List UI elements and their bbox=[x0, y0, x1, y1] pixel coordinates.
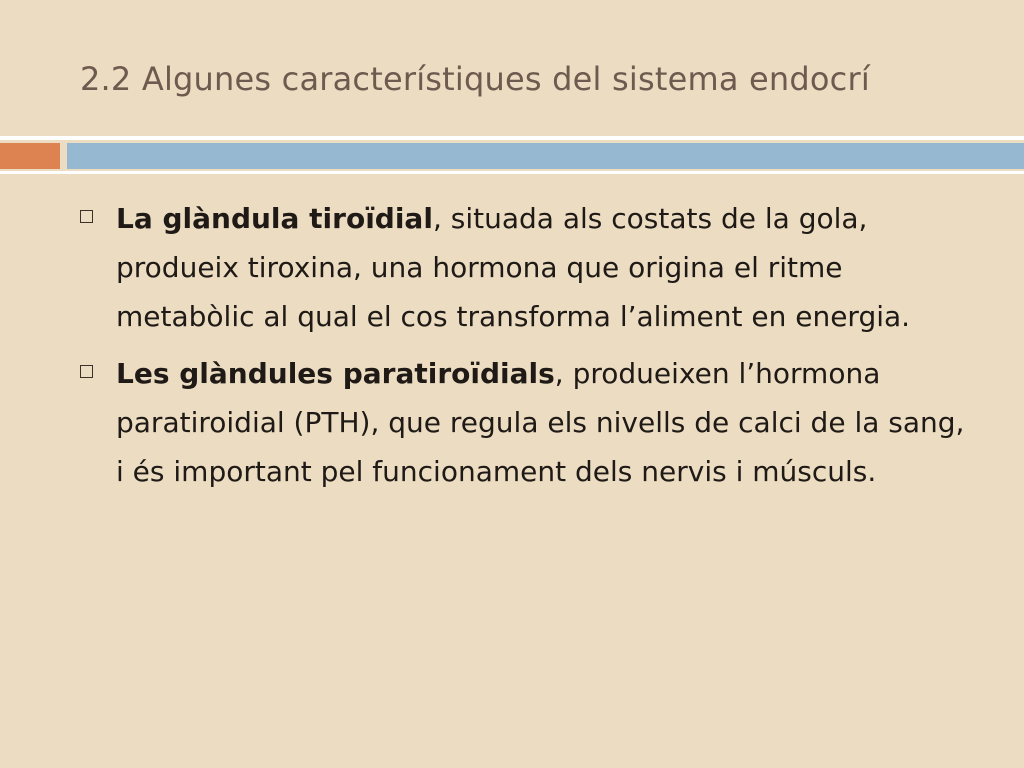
header-accent-orange bbox=[0, 143, 60, 169]
bullet-item-parathyroid bbox=[78, 349, 978, 496]
hollow-square-icon bbox=[80, 210, 93, 223]
bullet-text: , produeixen l’hormona paratiroidial (PTH), que regula els nivells de calci de la sang, i és important pel funcionament dels nervis i músculs. bbox=[116, 357, 965, 488]
slide-title: 2.2 Algunes característiques del sistema endocrí bbox=[80, 60, 870, 98]
header-divider-bottom bbox=[0, 171, 1024, 174]
bullet-text: , situada als costats de la gola, produeix tiroxina, una hormona que origina el ritme metabòlic al qual el cos transforma l’aliment en energia. bbox=[116, 202, 911, 333]
bullet-term: La glàndula tiroïdial bbox=[116, 202, 433, 235]
bullet-list bbox=[78, 194, 978, 504]
header-accent-blue bbox=[67, 143, 1024, 169]
header-divider-top bbox=[0, 136, 1024, 140]
hollow-square-icon bbox=[80, 365, 93, 378]
bullet-term: Les glàndules paratiroïdials bbox=[116, 357, 555, 390]
bullet-item-thyroid bbox=[78, 194, 978, 341]
